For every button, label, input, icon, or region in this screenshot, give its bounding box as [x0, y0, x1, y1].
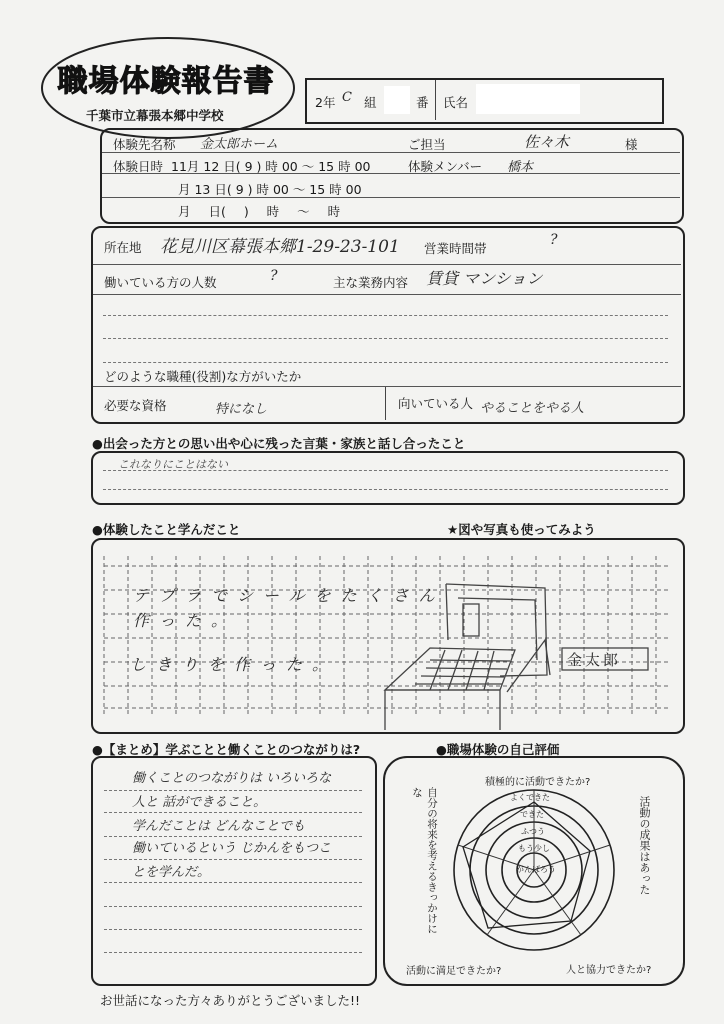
summary-heading: ●【まとめ】学ぶことと働くことのつながりは?	[92, 742, 361, 757]
contact-label: ご担当	[408, 137, 446, 152]
address-value: 花見川区幕張本郷1-29-23-101	[160, 237, 400, 257]
learned-line-3: しきりを作った。	[130, 655, 339, 674]
memories-heading: ●出会った方との思い出や心に残った言葉・家族と話し合ったこと	[92, 436, 466, 451]
grade-label: 2年	[315, 95, 336, 110]
axis-bottom-left-label: 活動に満足できたか?	[406, 966, 502, 977]
summary-line-5: とを学んだ。	[132, 865, 211, 880]
ring-label-4: もう少し	[518, 844, 550, 853]
axis-right-label: 活動の成果はあった	[638, 796, 651, 895]
evaluation-heading: ●職場体験の自己評価	[436, 742, 560, 757]
business-label: 主な業務内容	[333, 275, 409, 290]
axis-left-label: 自分の将来を考えるきっかけにな	[411, 787, 438, 934]
thanks-message: お世話になった方々ありがとうございました!!	[100, 993, 361, 1008]
summary-line-1: 働くことのつながりは いろいろな	[132, 771, 332, 786]
company-label: 体験先名称	[113, 137, 176, 152]
summary-line-4: 働いているという じかんをもつこ	[132, 841, 332, 856]
contact-suffix: 様	[625, 137, 638, 152]
roles-label: どのような職種(役割)な方がいたか	[104, 369, 302, 384]
date-row-1: 11月 12 日( 9 ) 時 00 〜 15 時 00	[171, 159, 371, 174]
name-label: 氏名	[443, 95, 469, 110]
learned-line-2: 作った。	[133, 611, 238, 630]
learned-heading: ●体験したこと学んだこと	[92, 522, 241, 537]
suited-value: やることをやる人	[480, 401, 585, 416]
school-name: 千葉市立幕張本郷中学校	[86, 108, 224, 123]
ring-label-5: がんばろう	[516, 865, 556, 874]
members-label: 体験メンバー	[408, 159, 483, 174]
staff-value: ?	[270, 268, 278, 284]
page-title: 職場体験報告書	[57, 64, 275, 99]
hours-value: ?	[550, 232, 558, 248]
number-label: 番	[416, 95, 429, 110]
axis-top-label: 積極的に活動できたか?	[485, 777, 591, 788]
ring-label-1: よくできた	[510, 793, 550, 802]
qualification-value: 特になし	[215, 402, 268, 417]
company-value: 金太郎ホーム	[200, 137, 279, 152]
hours-label: 営業時間帯	[424, 241, 487, 256]
date-row-2: 月 13 日( 9 ) 時 00 〜 15 時 00	[178, 182, 362, 197]
address-label: 所在地	[104, 240, 142, 255]
business-value: 賃貸 マンション	[426, 269, 543, 288]
dates-label: 体験日時	[113, 159, 164, 174]
class-value: C	[342, 90, 352, 105]
date-row-3: 月 日( ) 時 〜 時	[178, 204, 341, 219]
summary-line-2: 人と 話ができること。	[132, 795, 267, 810]
summary-line-3: 学んだことは どんなことでも	[132, 819, 306, 834]
qualification-label: 必要な資格	[104, 398, 167, 413]
class-label: 組	[364, 95, 377, 110]
learned-heading-right: ★図や写真も使ってみよう	[447, 522, 596, 537]
staff-label: 働いている方の人数	[104, 275, 217, 290]
ring-label-3: ふつう	[521, 827, 545, 836]
memories-text: これなりにことはない	[118, 458, 228, 471]
contact-value: 佐々木	[524, 133, 570, 151]
learned-line-1: テプラでシールをたくさん	[133, 586, 445, 605]
axis-bottom-right-label: 人と協力できたか?	[566, 965, 652, 976]
sign-text: 金太郎	[567, 651, 622, 669]
members-value: 橋本	[507, 160, 534, 175]
ring-label-2: できた	[520, 810, 544, 819]
suited-label: 向いている人	[398, 396, 474, 411]
